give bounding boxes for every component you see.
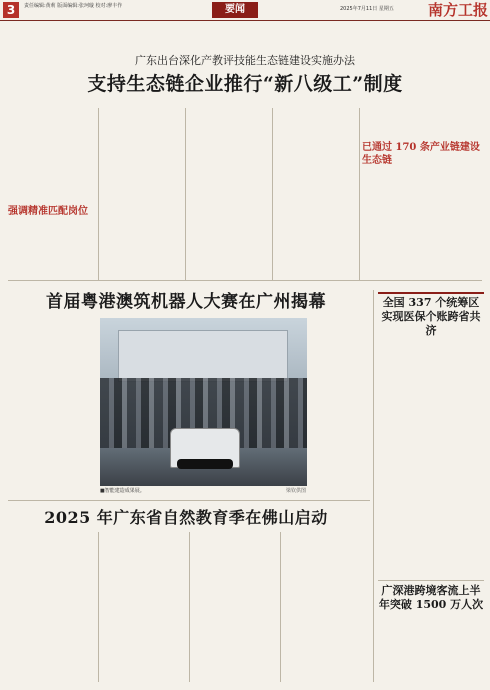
masthead (0, 0, 490, 21)
sidebar2-headline: 广深港跨境客流上半年突破 1500 万人次 (378, 584, 484, 611)
article3-col4 (283, 532, 370, 682)
photo-robot (170, 428, 240, 468)
column-divider (359, 108, 360, 280)
article1-kicker: 广东出台深化产教评技能生态链建设实施办法 (135, 54, 355, 67)
column-divider (272, 108, 273, 280)
article1-subhead: 已通过 170 条产业链建设生态链 (362, 142, 480, 166)
article1-subhead: 强调精准匹配岗位 (8, 206, 88, 217)
column-divider (280, 532, 281, 682)
article1-headline: 支持生态链企业推行“新八级工”制度 (87, 73, 403, 95)
article1-col2 (101, 108, 183, 280)
column-divider (189, 532, 190, 682)
expo-photo (100, 318, 307, 486)
article3-col1 (8, 532, 96, 682)
editor-credits: 责任编辑:黄莉 版面编辑:张珂璇 校对:廖丰作 (24, 3, 123, 9)
page-number: 3 (3, 2, 19, 18)
section-divider (8, 280, 482, 281)
article3-headline: 2025 年广东省自然教育季在佛山启动 (44, 508, 328, 527)
article1-col3 (188, 108, 270, 280)
column-divider (185, 108, 186, 280)
article1-col1 (8, 108, 96, 280)
section-divider (8, 500, 370, 501)
article3-col3 (192, 532, 278, 682)
newspaper-logo: 南方工报 (427, 1, 488, 19)
article2-col3 (310, 318, 370, 496)
sidebar-divider (373, 290, 374, 682)
sidebar1-body (378, 328, 484, 578)
article1-col4 (275, 108, 357, 280)
article1-col5 (362, 108, 482, 280)
photo-caption: ■智能建造成果展。 (100, 488, 145, 494)
sidebar1-headline: 全国 337 个统筹区实现医保个账跨省共济 (381, 296, 481, 337)
article2-col1 (8, 318, 96, 496)
sidebar-divider (378, 580, 484, 581)
sidebar-top-rule (378, 292, 484, 294)
article3-col2 (101, 532, 187, 682)
photo-screen (118, 330, 288, 382)
article2-headline: 首届粤港澳筑机器人大赛在广州揭幕 (46, 292, 326, 312)
issue-date: 2025年7月11日 星期五 (340, 6, 394, 12)
photo-credit: 梁钦供图 (286, 488, 307, 494)
section-tag: 要闻 (212, 2, 258, 18)
column-divider (98, 108, 99, 280)
column-divider (98, 532, 99, 682)
sidebar2-body (378, 616, 484, 682)
